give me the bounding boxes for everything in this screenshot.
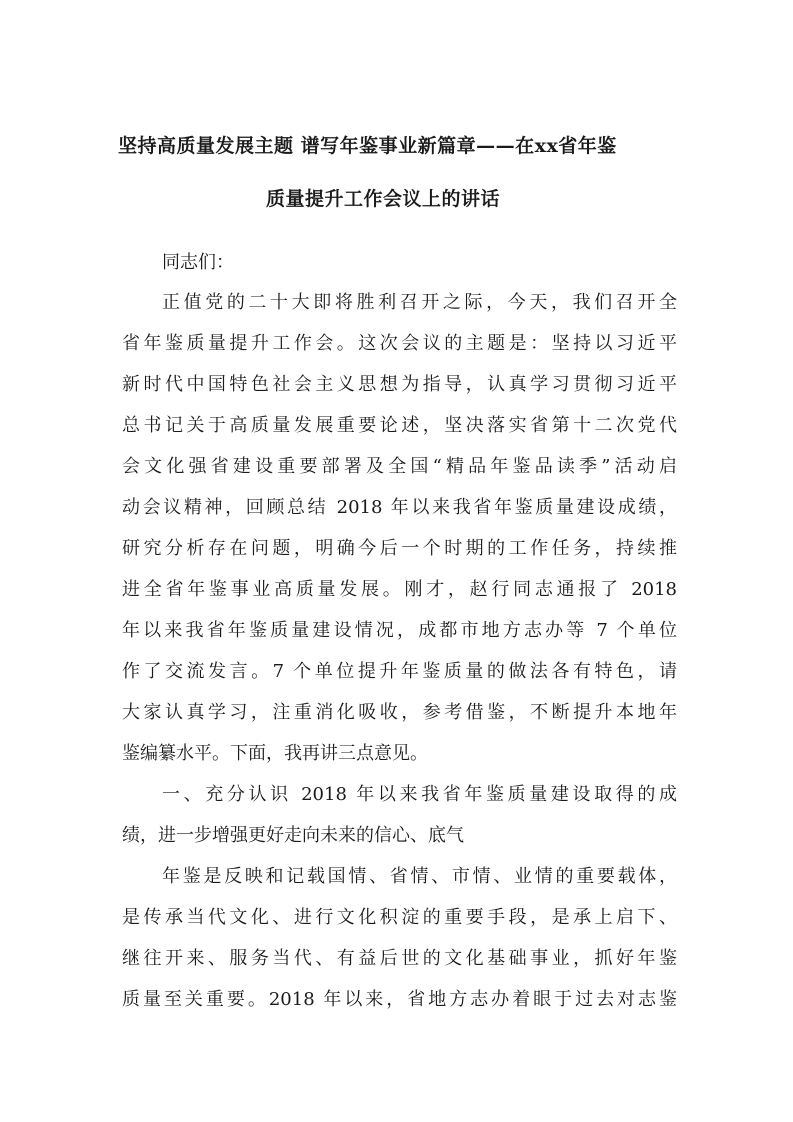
section-heading-line: 绩，进一步增强更好走向未来的信心、底气 xyxy=(122,825,464,846)
paragraph-line: 继往开来、服务当代、有益后世的文化基础事业，抓好年鉴 xyxy=(122,948,677,969)
paragraph-line: 研究分析存在问题，明确今后一个时期的工作任务，持续推 xyxy=(122,538,677,559)
paragraph-line: 大家认真学习，注重消化吸收，参考借鉴，不断提升本地年 xyxy=(122,702,677,723)
paragraph-line: 是传承当代文化、进行文化积淀的重要手段，是承上启下、 xyxy=(122,907,677,928)
paragraph-line: 鉴编纂水平。下面，我再讲三点意见。 xyxy=(122,743,428,764)
paragraph-line: 会文化强省建设重要部署及全国“精品年鉴品读季”活动启 xyxy=(122,456,677,477)
salutation: 同志们： xyxy=(162,252,234,273)
paragraph-line: 新时代中国特色社会主义思想为指导，认真学习贯彻习近平 xyxy=(122,374,677,395)
section-heading-line: 一、充分认识 2018 年以来我省年鉴质量建设取得的成 xyxy=(162,784,677,805)
paragraph-line: 年以来我省年鉴质量建设情况，成都市地方志办等 7 个单位 xyxy=(122,620,677,641)
paragraph-line: 省年鉴质量提升工作会。这次会议的主题是：坚持以习近平 xyxy=(122,333,677,354)
paragraph-line: 总书记关于高质量发展重要论述，坚决落实省第十二次党代 xyxy=(122,415,677,436)
paragraph-line: 年鉴是反映和记载国情、省情、市情、业情的重要载体， xyxy=(162,866,677,887)
paragraph-line: 进全省年鉴事业高质量发展。刚才，赵行同志通报了 2018 xyxy=(122,579,677,600)
paragraph-line: 质量至关重要。2018 年以来，省地方志办着眼于过去对志鉴 xyxy=(122,989,677,1010)
paragraph-line: 正值党的二十大即将胜利召开之际，今天，我们召开全 xyxy=(162,292,677,313)
document-title-line-1: 坚持高质量发展主题 谱写年鉴事业新篇章——在xx省年鉴 xyxy=(118,135,617,157)
document-title-line-2: 质量提升工作会议上的讲话 xyxy=(266,188,501,210)
paragraph-line: 作了交流发言。7 个单位提升年鉴质量的做法各有特色，请 xyxy=(122,661,677,682)
paragraph-line: 动会议精神，回顾总结 2018 年以来我省年鉴质量建设成绩， xyxy=(122,497,677,518)
